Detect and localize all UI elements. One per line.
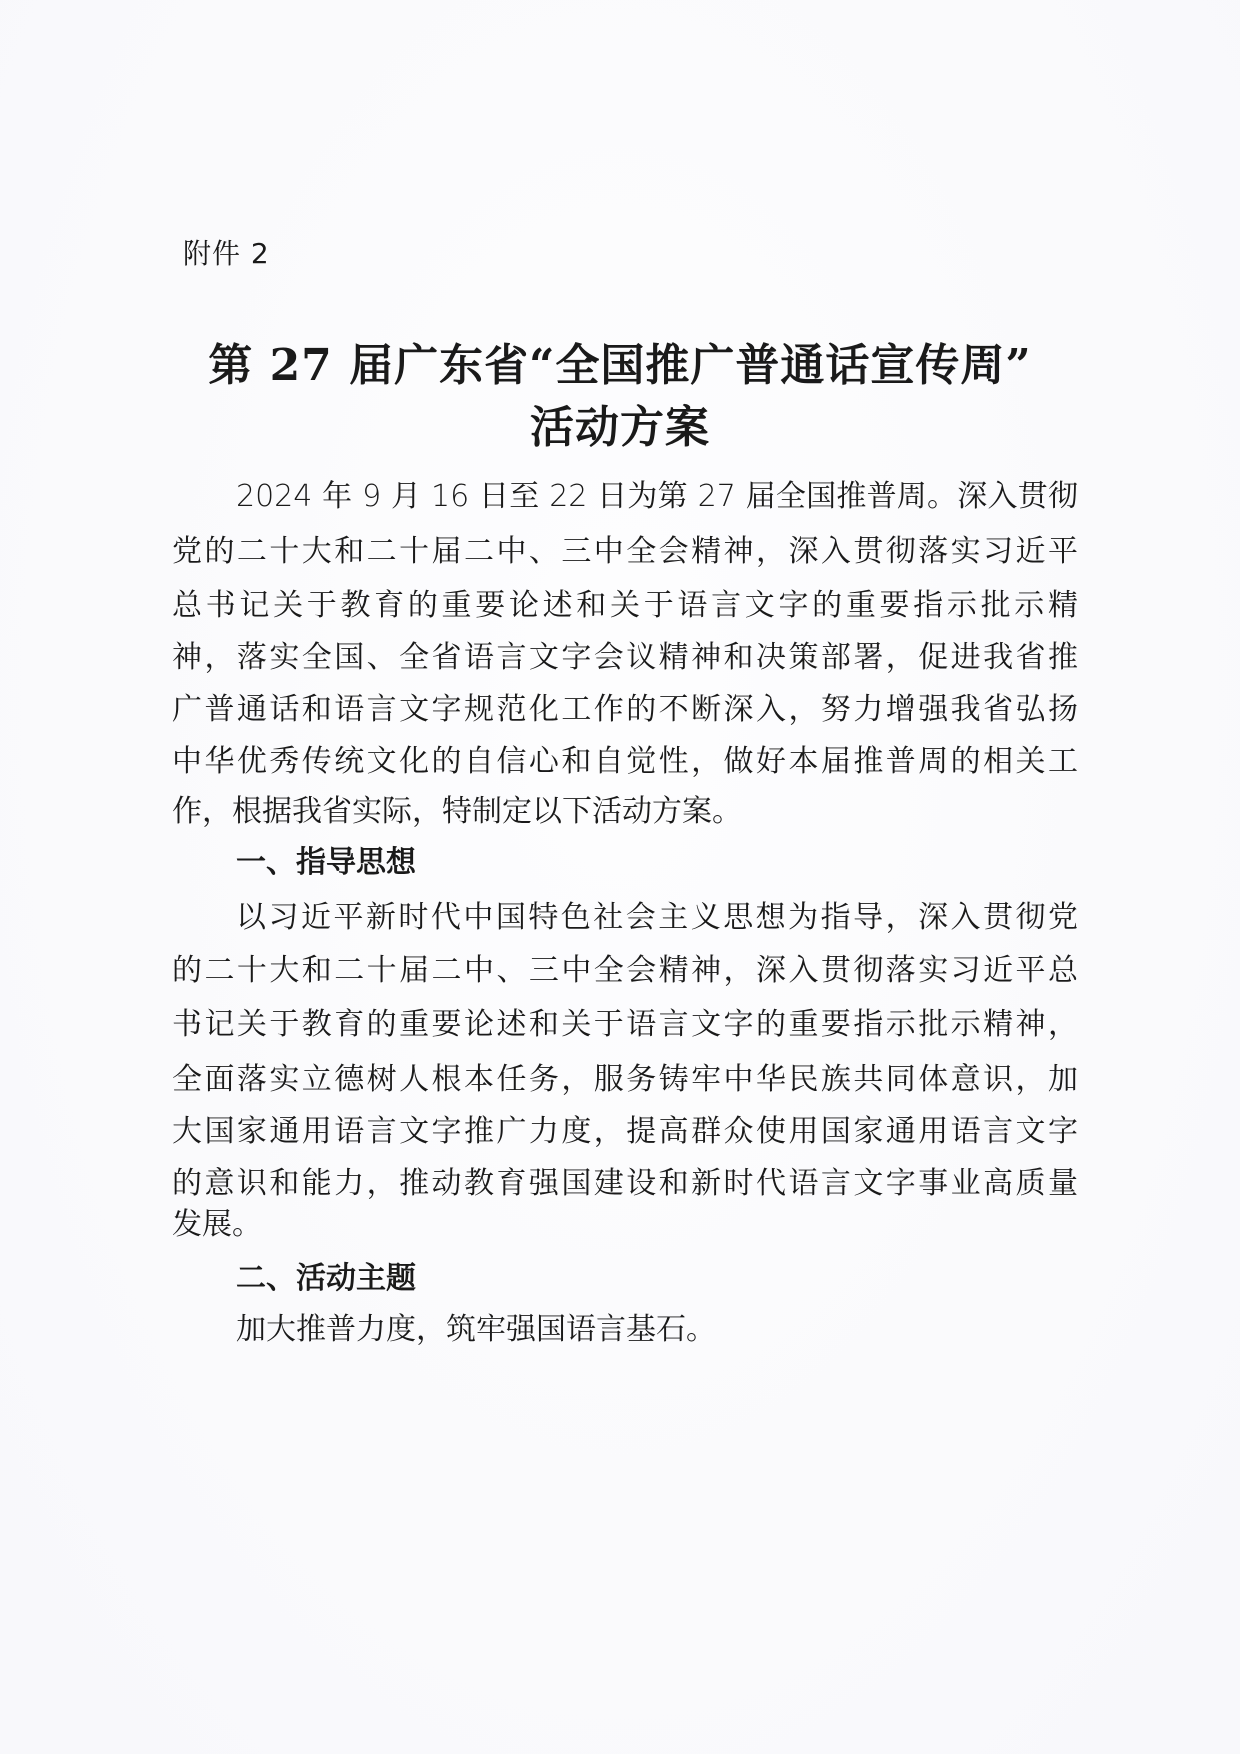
intro-paragraph-line: 中华优秀传统文化的自信心和自觉性，做好本届推普周的相关工 [172,744,1078,779]
intro-paragraph-line: 作，根据我省实际，特制定以下活动方案。 [172,794,742,829]
attachment-label: 附件 2 [183,237,270,270]
section-1-line: 发展。 [172,1207,262,1242]
section-1-line: 全面落实立德树人根本任务，服务铸牢中华民族共同体意识，加 [172,1062,1078,1097]
intro-paragraph-line: 2024 年 9 月 16 日至 22 日为第 27 届全国推普周。深入贯彻 [236,479,1078,514]
intro-paragraph-line: 神，落实全国、全省语言文字会议精神和决策部署，促进我省推 [172,640,1078,675]
intro-paragraph-line: 总书记关于教育的重要论述和关于语言文字的重要指示批示精 [172,588,1078,623]
section-2-line: 加大推普力度，筑牢强国语言基石。 [236,1312,716,1347]
document-title-line-2: 活动方案 [530,402,710,453]
document-title-line-1: 第 27 届广东省“全国推广普通话宣传周” [208,340,1032,391]
section-1-line: 大国家通用语言文字推广力度，提高群众使用国家通用语言文字 [172,1114,1078,1149]
section-1-line: 的意识和能力，推动教育强国建设和新时代语言文字事业高质量 [172,1166,1078,1201]
section-heading-activity-theme: 二、活动主题 [236,1261,416,1296]
section-1-line: 的二十大和二十届二中、三中全会精神，深入贯彻落实习近平总 [172,953,1078,988]
intro-paragraph-line: 广普通话和语言文字规范化工作的不断深入，努力增强我省弘扬 [172,692,1078,727]
section-heading-guiding-ideology: 一、指导思想 [236,845,416,880]
section-1-line: 以习近平新时代中国特色社会主义思想为指导，深入贯彻党 [236,900,1078,935]
section-1-line: 书记关于教育的重要论述和关于语言文字的重要指示批示精神， [172,1007,1078,1042]
intro-paragraph-line: 党的二十大和二十届二中、三中全会精神，深入贯彻落实习近平 [172,534,1078,569]
